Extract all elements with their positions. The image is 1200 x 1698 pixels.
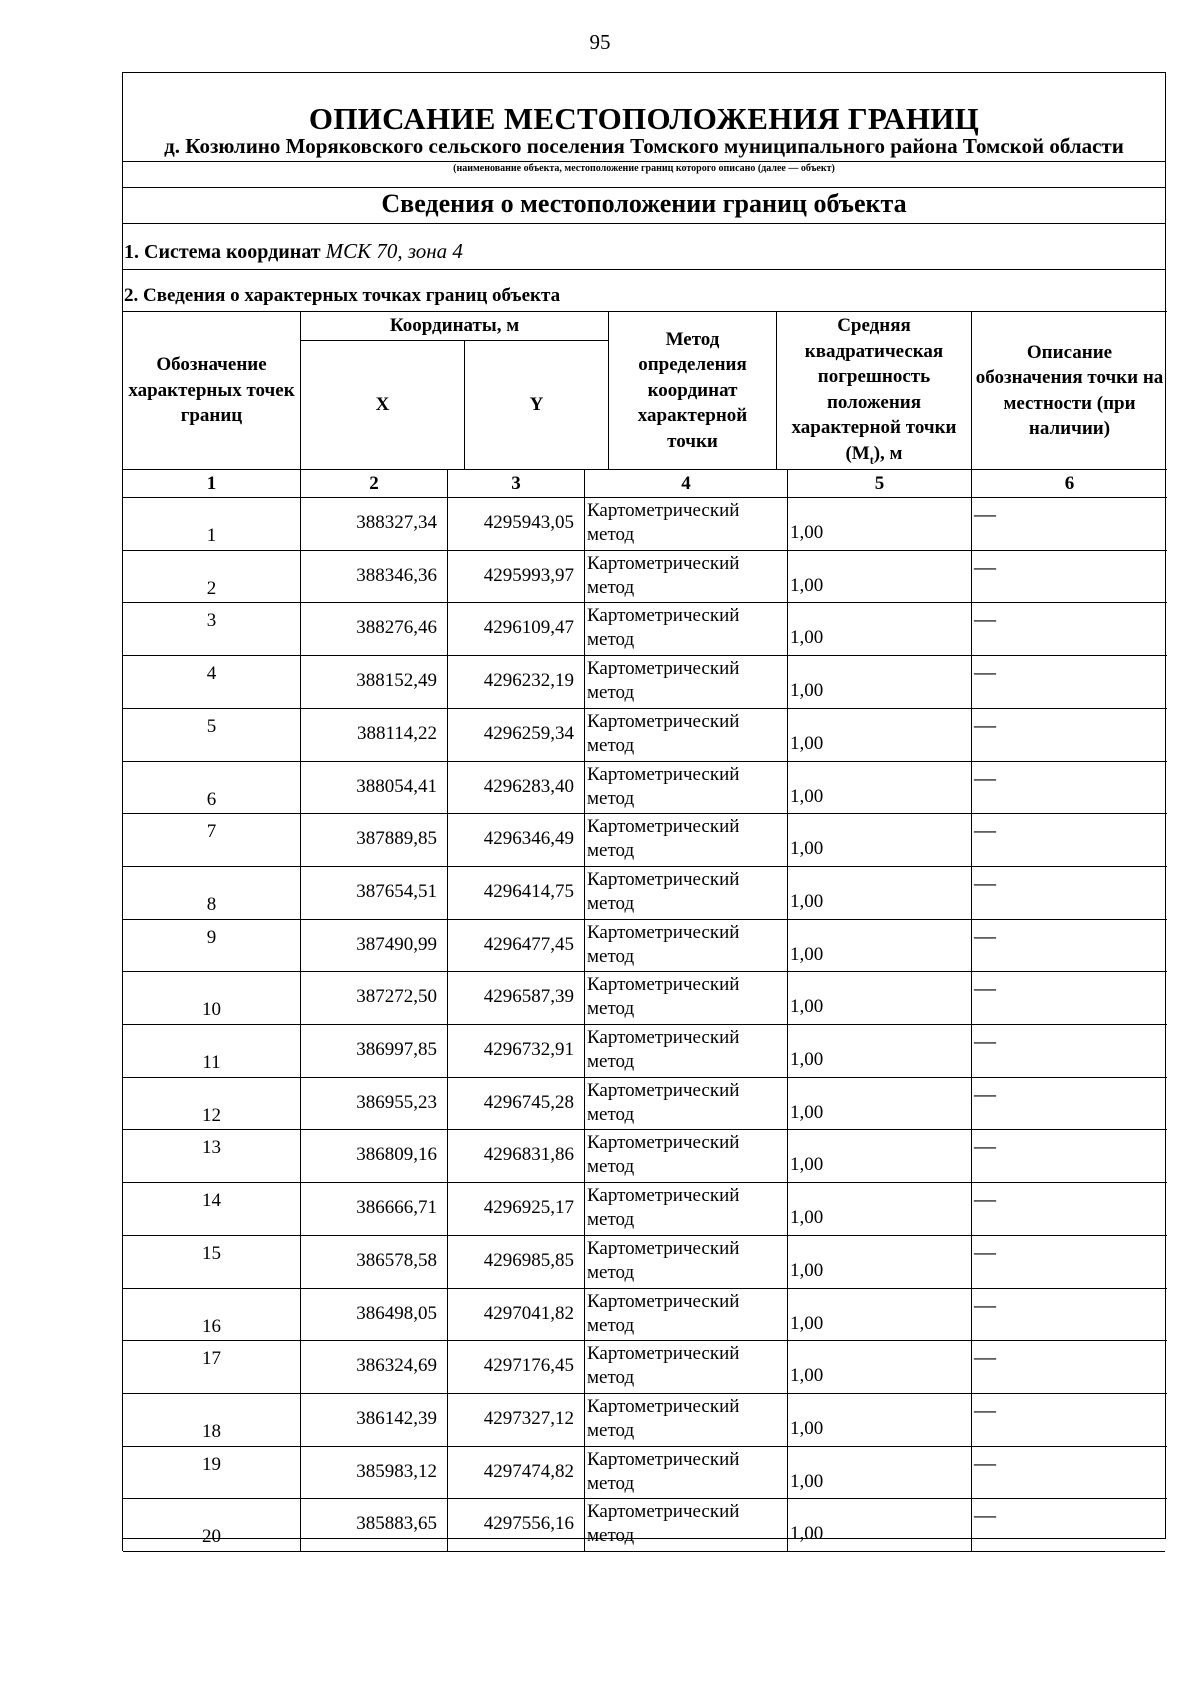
- point-number-cell: 16: [122, 1288, 300, 1340]
- point-number-cell: 12: [122, 1077, 300, 1129]
- method-line-2: метод: [587, 1156, 635, 1178]
- y-coordinate-cell: 4296985,85: [447, 1235, 584, 1288]
- header-coordinates: Координаты, м: [300, 311, 608, 340]
- error-cell: 1,00: [787, 761, 971, 813]
- method-line-2: метод: [587, 1209, 635, 1231]
- point-number-cell: 3: [122, 602, 300, 655]
- point-number-cell: 1: [122, 497, 300, 550]
- col-num-2: 2: [300, 469, 447, 497]
- y-coordinate-cell: 4296477,45: [447, 919, 584, 971]
- method-cell: [584, 866, 787, 919]
- description-cell: —: [971, 1024, 1167, 1077]
- method-line-2: метод: [587, 893, 635, 915]
- error-cell: 1,00: [787, 1129, 971, 1182]
- method-line-2: метод: [587, 577, 635, 599]
- method-cell: [584, 550, 787, 602]
- y-coordinate-cell: 4296732,91: [447, 1024, 584, 1077]
- error-cell: 1,00: [787, 1235, 971, 1288]
- col-num-4: 4: [584, 469, 787, 497]
- header-y: Y: [464, 340, 608, 469]
- error-cell: 1,00: [787, 1182, 971, 1235]
- header-error-unit: ), м: [873, 442, 903, 464]
- point-number-cell: 8: [122, 866, 300, 919]
- error-cell: 1,00: [787, 1393, 971, 1446]
- method-line-1: Картометрический: [587, 658, 740, 679]
- y-coordinate-cell: 4297327,12: [447, 1393, 584, 1446]
- method-line-2: метод: [587, 1525, 635, 1547]
- header-error-subscript: t: [869, 452, 874, 467]
- method-cell: [584, 1024, 787, 1077]
- description-cell: —: [971, 1340, 1167, 1393]
- y-coordinate-cell: 4296925,17: [447, 1182, 584, 1235]
- x-coordinate-cell: 386498,05: [300, 1288, 447, 1340]
- method-line-1: Картометрический: [587, 1185, 740, 1206]
- description-cell: —: [971, 708, 1167, 761]
- x-coordinate-cell: 388327,34: [300, 497, 447, 550]
- method-line-2: метод: [587, 998, 635, 1020]
- method-line-1: Картометрический: [587, 711, 740, 732]
- error-cell: 1,00: [787, 919, 971, 971]
- y-coordinate-cell: 4297176,45: [447, 1340, 584, 1393]
- y-coordinate-cell: 4296587,39: [447, 971, 584, 1024]
- point-number-cell: 7: [122, 813, 300, 866]
- method-line-1: Картометрический: [587, 1080, 740, 1101]
- points-section-header: 2. Сведения о характерных точках границ объекта: [124, 285, 561, 306]
- method-cell: [584, 497, 787, 550]
- description-cell: —: [971, 655, 1167, 708]
- col-num-3: 3: [447, 469, 584, 497]
- description-cell: —: [971, 497, 1167, 550]
- page-number: 95: [589, 30, 611, 54]
- y-coordinate-cell: 4296346,49: [447, 813, 584, 866]
- y-coordinate-cell: 4295943,05: [447, 497, 584, 550]
- object-note: (наименование объекта, местоположение границ которого описано (далее — объект): [453, 163, 835, 174]
- header-x: X: [300, 340, 464, 469]
- error-cell: 1,00: [787, 813, 971, 866]
- method-line-1: Картометрический: [587, 1132, 740, 1153]
- description-cell: —: [971, 550, 1167, 602]
- description-cell: —: [971, 1498, 1167, 1551]
- method-line-1: Картометрический: [587, 1449, 740, 1470]
- y-coordinate-cell: 4296283,40: [447, 761, 584, 813]
- error-cell: 1,00: [787, 602, 971, 655]
- x-coordinate-cell: 385883,65: [300, 1498, 447, 1551]
- description-cell: —: [971, 1446, 1167, 1498]
- description-cell: —: [971, 602, 1167, 655]
- y-coordinate-cell: 4296831,86: [447, 1129, 584, 1182]
- method-cell: [584, 655, 787, 708]
- divider: [123, 187, 1165, 188]
- description-cell: —: [971, 1129, 1167, 1182]
- description-cell: —: [971, 813, 1167, 866]
- error-cell: 1,00: [787, 866, 971, 919]
- divider: [123, 161, 1165, 162]
- method-cell: [584, 919, 787, 971]
- method-cell: [584, 602, 787, 655]
- method-cell: [584, 971, 787, 1024]
- method-line-2: метод: [587, 946, 635, 968]
- method-line-2: метод: [587, 524, 635, 546]
- table-bottom-border: [123, 1551, 1165, 1552]
- point-number-cell: 18: [122, 1393, 300, 1446]
- header-error: [776, 311, 971, 469]
- x-coordinate-cell: 388054,41: [300, 761, 447, 813]
- divider: [123, 269, 1165, 270]
- method-line-2: метод: [587, 1104, 635, 1126]
- method-line-1: Картометрический: [587, 1291, 740, 1312]
- error-cell: 1,00: [787, 1288, 971, 1340]
- method-line-1: Картометрический: [587, 974, 740, 995]
- description-cell: —: [971, 1235, 1167, 1288]
- y-coordinate-cell: 4295993,97: [447, 550, 584, 602]
- document-title: ОПИСАНИЕ МЕСТОПОЛОЖЕНИЯ ГРАНИЦ: [308, 101, 980, 136]
- method-line-2: метод: [587, 629, 635, 651]
- method-cell: [584, 1393, 787, 1446]
- description-cell: —: [971, 866, 1167, 919]
- method-line-2: метод: [587, 1420, 635, 1442]
- x-coordinate-cell: 388276,46: [300, 602, 447, 655]
- method-line-2: метод: [587, 682, 635, 704]
- coordinate-system-label: 1. Система координат: [124, 241, 321, 263]
- method-cell: [584, 1129, 787, 1182]
- point-number-cell: 5: [122, 708, 300, 761]
- method-cell: [584, 1340, 787, 1393]
- coordinate-system-line: [124, 239, 463, 264]
- method-cell: [584, 813, 787, 866]
- description-cell: —: [971, 1393, 1167, 1446]
- method-cell: [584, 1182, 787, 1235]
- error-cell: 1,00: [787, 971, 971, 1024]
- header-method: Метод определения координат характерной точки: [608, 311, 776, 469]
- object-name: д. Козюлино Моряковского сельского поселения Томского муниципального района Томской области: [164, 134, 1124, 158]
- x-coordinate-cell: 386324,69: [300, 1340, 447, 1393]
- y-coordinate-cell: 4296109,47: [447, 602, 584, 655]
- x-coordinate-cell: 386578,58: [300, 1235, 447, 1288]
- method-line-1: Картометрический: [587, 605, 740, 626]
- method-line-1: Картометрический: [587, 1027, 740, 1048]
- col-num-6: 6: [971, 469, 1167, 497]
- method-cell: [584, 761, 787, 813]
- method-line-1: Картометрический: [587, 764, 740, 785]
- error-cell: 1,00: [787, 1446, 971, 1498]
- method-line-2: метод: [587, 840, 635, 862]
- x-coordinate-cell: 386997,85: [300, 1024, 447, 1077]
- header-error-text: Средняя квадратическая погрешность положения характерной точки (M: [791, 315, 957, 464]
- description-cell: —: [971, 1182, 1167, 1235]
- x-coordinate-cell: 388152,49: [300, 655, 447, 708]
- method-line-2: метод: [587, 1262, 635, 1284]
- method-line-1: Картометрический: [587, 500, 740, 521]
- method-cell: [584, 1446, 787, 1498]
- method-cell: [584, 1498, 787, 1551]
- description-cell: —: [971, 971, 1167, 1024]
- error-cell: 1,00: [787, 1024, 971, 1077]
- point-number-cell: 9: [122, 919, 300, 971]
- header-point-designation: Обозначение характерных точек границ: [122, 311, 300, 469]
- y-coordinate-cell: 4296414,75: [447, 866, 584, 919]
- method-line-2: метод: [587, 788, 635, 810]
- description-cell: —: [971, 1288, 1167, 1340]
- point-number-cell: 14: [122, 1182, 300, 1235]
- method-line-2: метод: [587, 735, 635, 757]
- point-number-cell: 13: [122, 1129, 300, 1182]
- error-cell: 1,00: [787, 655, 971, 708]
- method-line-1: Картометрический: [587, 1238, 740, 1259]
- x-coordinate-cell: 387889,85: [300, 813, 447, 866]
- divider: [123, 223, 1165, 224]
- point-number-cell: 19: [122, 1446, 300, 1498]
- x-coordinate-cell: 387272,50: [300, 971, 447, 1024]
- point-number-cell: 2: [122, 550, 300, 602]
- y-coordinate-cell: 4297474,82: [447, 1446, 584, 1498]
- error-cell: 1,00: [787, 1498, 971, 1551]
- point-number-cell: 6: [122, 761, 300, 813]
- y-coordinate-cell: 4296232,19: [447, 655, 584, 708]
- x-coordinate-cell: 386809,16: [300, 1129, 447, 1182]
- x-coordinate-cell: 387490,99: [300, 919, 447, 971]
- point-number-cell: 17: [122, 1340, 300, 1393]
- method-cell: [584, 1288, 787, 1340]
- x-coordinate-cell: 386142,39: [300, 1393, 447, 1446]
- point-number-cell: 15: [122, 1235, 300, 1288]
- boundary-description-form: [122, 72, 1166, 1547]
- description-cell: —: [971, 1077, 1167, 1129]
- point-number-cell: 11: [122, 1024, 300, 1077]
- x-coordinate-cell: 388346,36: [300, 550, 447, 602]
- x-coordinate-cell: 385983,12: [300, 1446, 447, 1498]
- method-line-1: Картометрический: [587, 1501, 740, 1522]
- x-coordinate-cell: 386666,71: [300, 1182, 447, 1235]
- method-line-1: Картометрический: [587, 816, 740, 837]
- y-coordinate-cell: 4297556,16: [447, 1498, 584, 1551]
- method-cell: [584, 708, 787, 761]
- col-num-5: 5: [787, 469, 971, 497]
- method-line-2: метод: [587, 1367, 635, 1389]
- error-cell: 1,00: [787, 1340, 971, 1393]
- method-line-2: метод: [587, 1315, 635, 1337]
- description-cell: —: [971, 761, 1167, 813]
- col-num-1: 1: [122, 469, 300, 497]
- y-coordinate-cell: 4296259,34: [447, 708, 584, 761]
- x-coordinate-cell: 388114,22: [300, 708, 447, 761]
- point-number-cell: 20: [122, 1498, 300, 1551]
- error-cell: 1,00: [787, 497, 971, 550]
- error-cell: 1,00: [787, 1077, 971, 1129]
- y-coordinate-cell: 4296745,28: [447, 1077, 584, 1129]
- method-cell: [584, 1077, 787, 1129]
- method-line-2: метод: [587, 1473, 635, 1495]
- coordinate-system-value: МСК 70, зона 4: [325, 239, 463, 263]
- method-line-1: Картометрический: [587, 1343, 740, 1364]
- method-cell: [584, 1235, 787, 1288]
- method-line-1: Картометрический: [587, 922, 740, 943]
- error-cell: 1,00: [787, 550, 971, 602]
- point-number-cell: 10: [122, 971, 300, 1024]
- error-cell: 1,00: [787, 708, 971, 761]
- description-cell: —: [971, 919, 1167, 971]
- method-line-1: Картометрический: [587, 1396, 740, 1417]
- x-coordinate-cell: 387654,51: [300, 866, 447, 919]
- point-number-cell: 4: [122, 655, 300, 708]
- x-coordinate-cell: 386955,23: [300, 1077, 447, 1129]
- method-line-1: Картометрический: [587, 869, 740, 890]
- method-line-2: метод: [587, 1051, 635, 1073]
- section-header: Сведения о местоположении границ объекта: [381, 189, 907, 218]
- y-coordinate-cell: 4297041,82: [447, 1288, 584, 1340]
- header-description: Описание обозначения точки на местности (при наличии): [971, 311, 1167, 469]
- method-line-1: Картометрический: [587, 553, 740, 574]
